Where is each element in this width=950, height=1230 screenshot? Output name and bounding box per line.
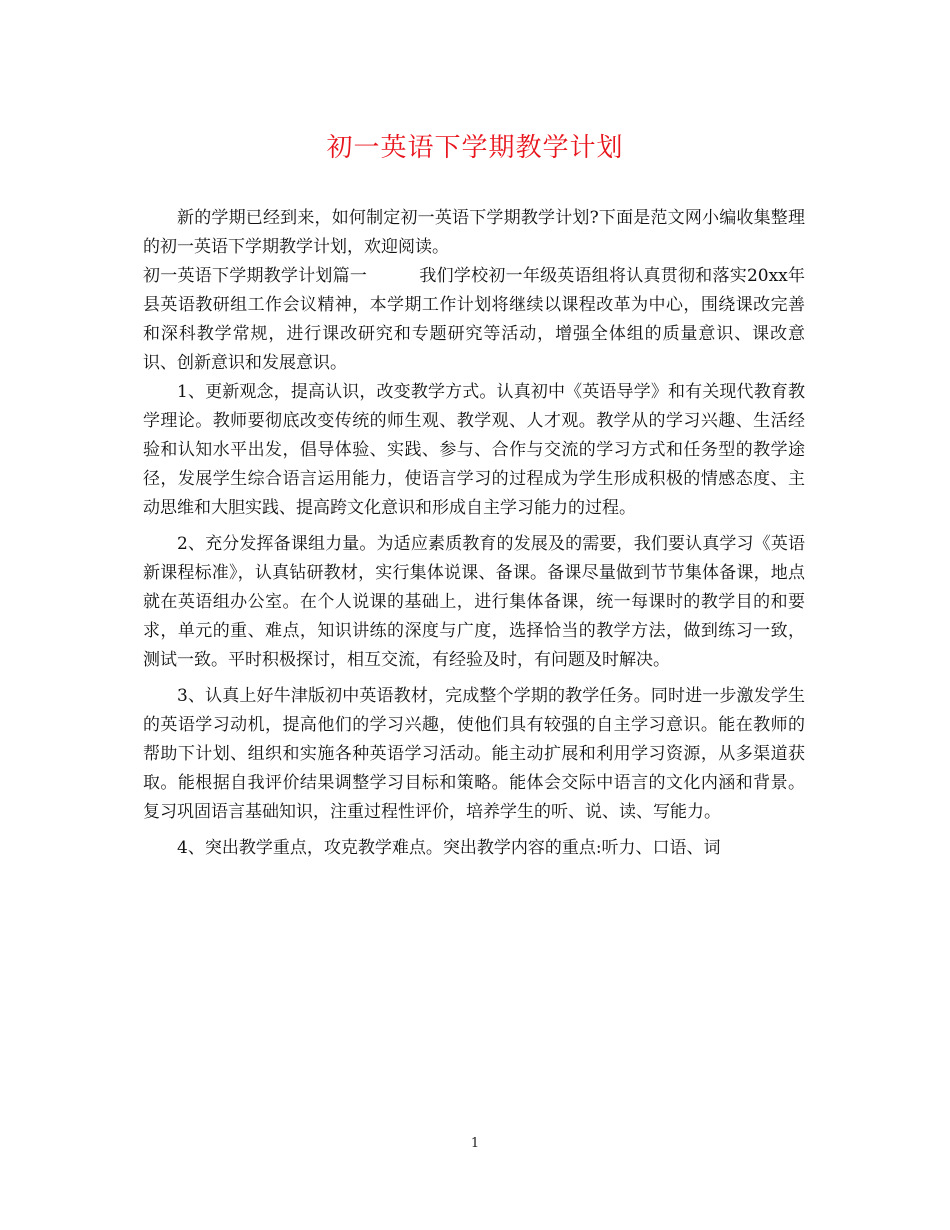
paragraph-2: 2、充分发挥备课组力量。为适应素质教育的发展及的需要，我们要认真学习《英语新课程标准》，认真钻研教材，实行集体说课、备课。备课尽量做到节节集体备课，地点就在英语组办公室。在个人说课的基础上，进行集体备课，统一每课时的教学目的和要求，单元的重、难点，知识讲练的深度与广度，选择恰当的教学方法，做到练习一致，测试一致。平时积极探讨，相互交流，有经验及时，有问题及时解决。 — [143, 534, 805, 670]
section-heading: 初一英语下学期教学计划篇一 — [143, 266, 368, 286]
paragraph-4: 4、突出教学重点，攻克教学难点。突出教学内容的重点:听力、口语、词 — [177, 838, 721, 858]
intro-paragraph: 新的学期已经到来，如何制定初一英语下学期教学计划?下面是范文网小编收集整理的初一英语下学期教学计划，欢迎阅读。 — [143, 208, 805, 257]
section-intro: 我们学校初一年级英语组将认真贯彻和落实20xx年县英语教研组工作会议精神，本学期工作计划将继续以课程改革为中心，围绕课改完善和深科教学常规，进行课改研究和专题研究等活动，增强全体组的质量意识、课改意识、创新意识和发展意识。 — [143, 266, 806, 373]
page-number: 1 — [470, 1136, 480, 1151]
paragraph-3: 3、认真上好牛津版初中英语教材，完成整个学期的教学任务。同时进一步激发学生的英语学习动机，提高他们的学习兴趣，使他们具有较强的自主学习意识。能在教师的帮助下计划、组织和实施各种英语学习活动。能主动扩展和利用学习资源，从多渠道获取。能根据自我评价结果调整学习目标和策略。能体会交际中语言的文化内涵和背景。复习巩固语言基础知识，注重过程性评价，培养学生的听、说、读、写能力。 — [143, 686, 805, 822]
document-body — [143, 204, 805, 870]
document-title: 初一英语下学期教学计划 — [326, 133, 624, 163]
paragraph-1: 1、更新观念，提高认识，改变教学方式。认真初中《英语导学》和有关现代教育教学理论。教师要彻底改变传统的师生观、教学观、人才观。教学从的学习兴趣、生活经验和认知水平出发，倡导体验、实践、参与、合作与交流的学习方式和任务型的教学途径，发展学生综合语言运用能力，使语言学习的过程成为学生形成积极的情感态度、主动思维和大胆实践、提高跨文化意识和形成自主学习能力的过程。 — [143, 382, 805, 518]
section-paragraph — [143, 262, 805, 378]
